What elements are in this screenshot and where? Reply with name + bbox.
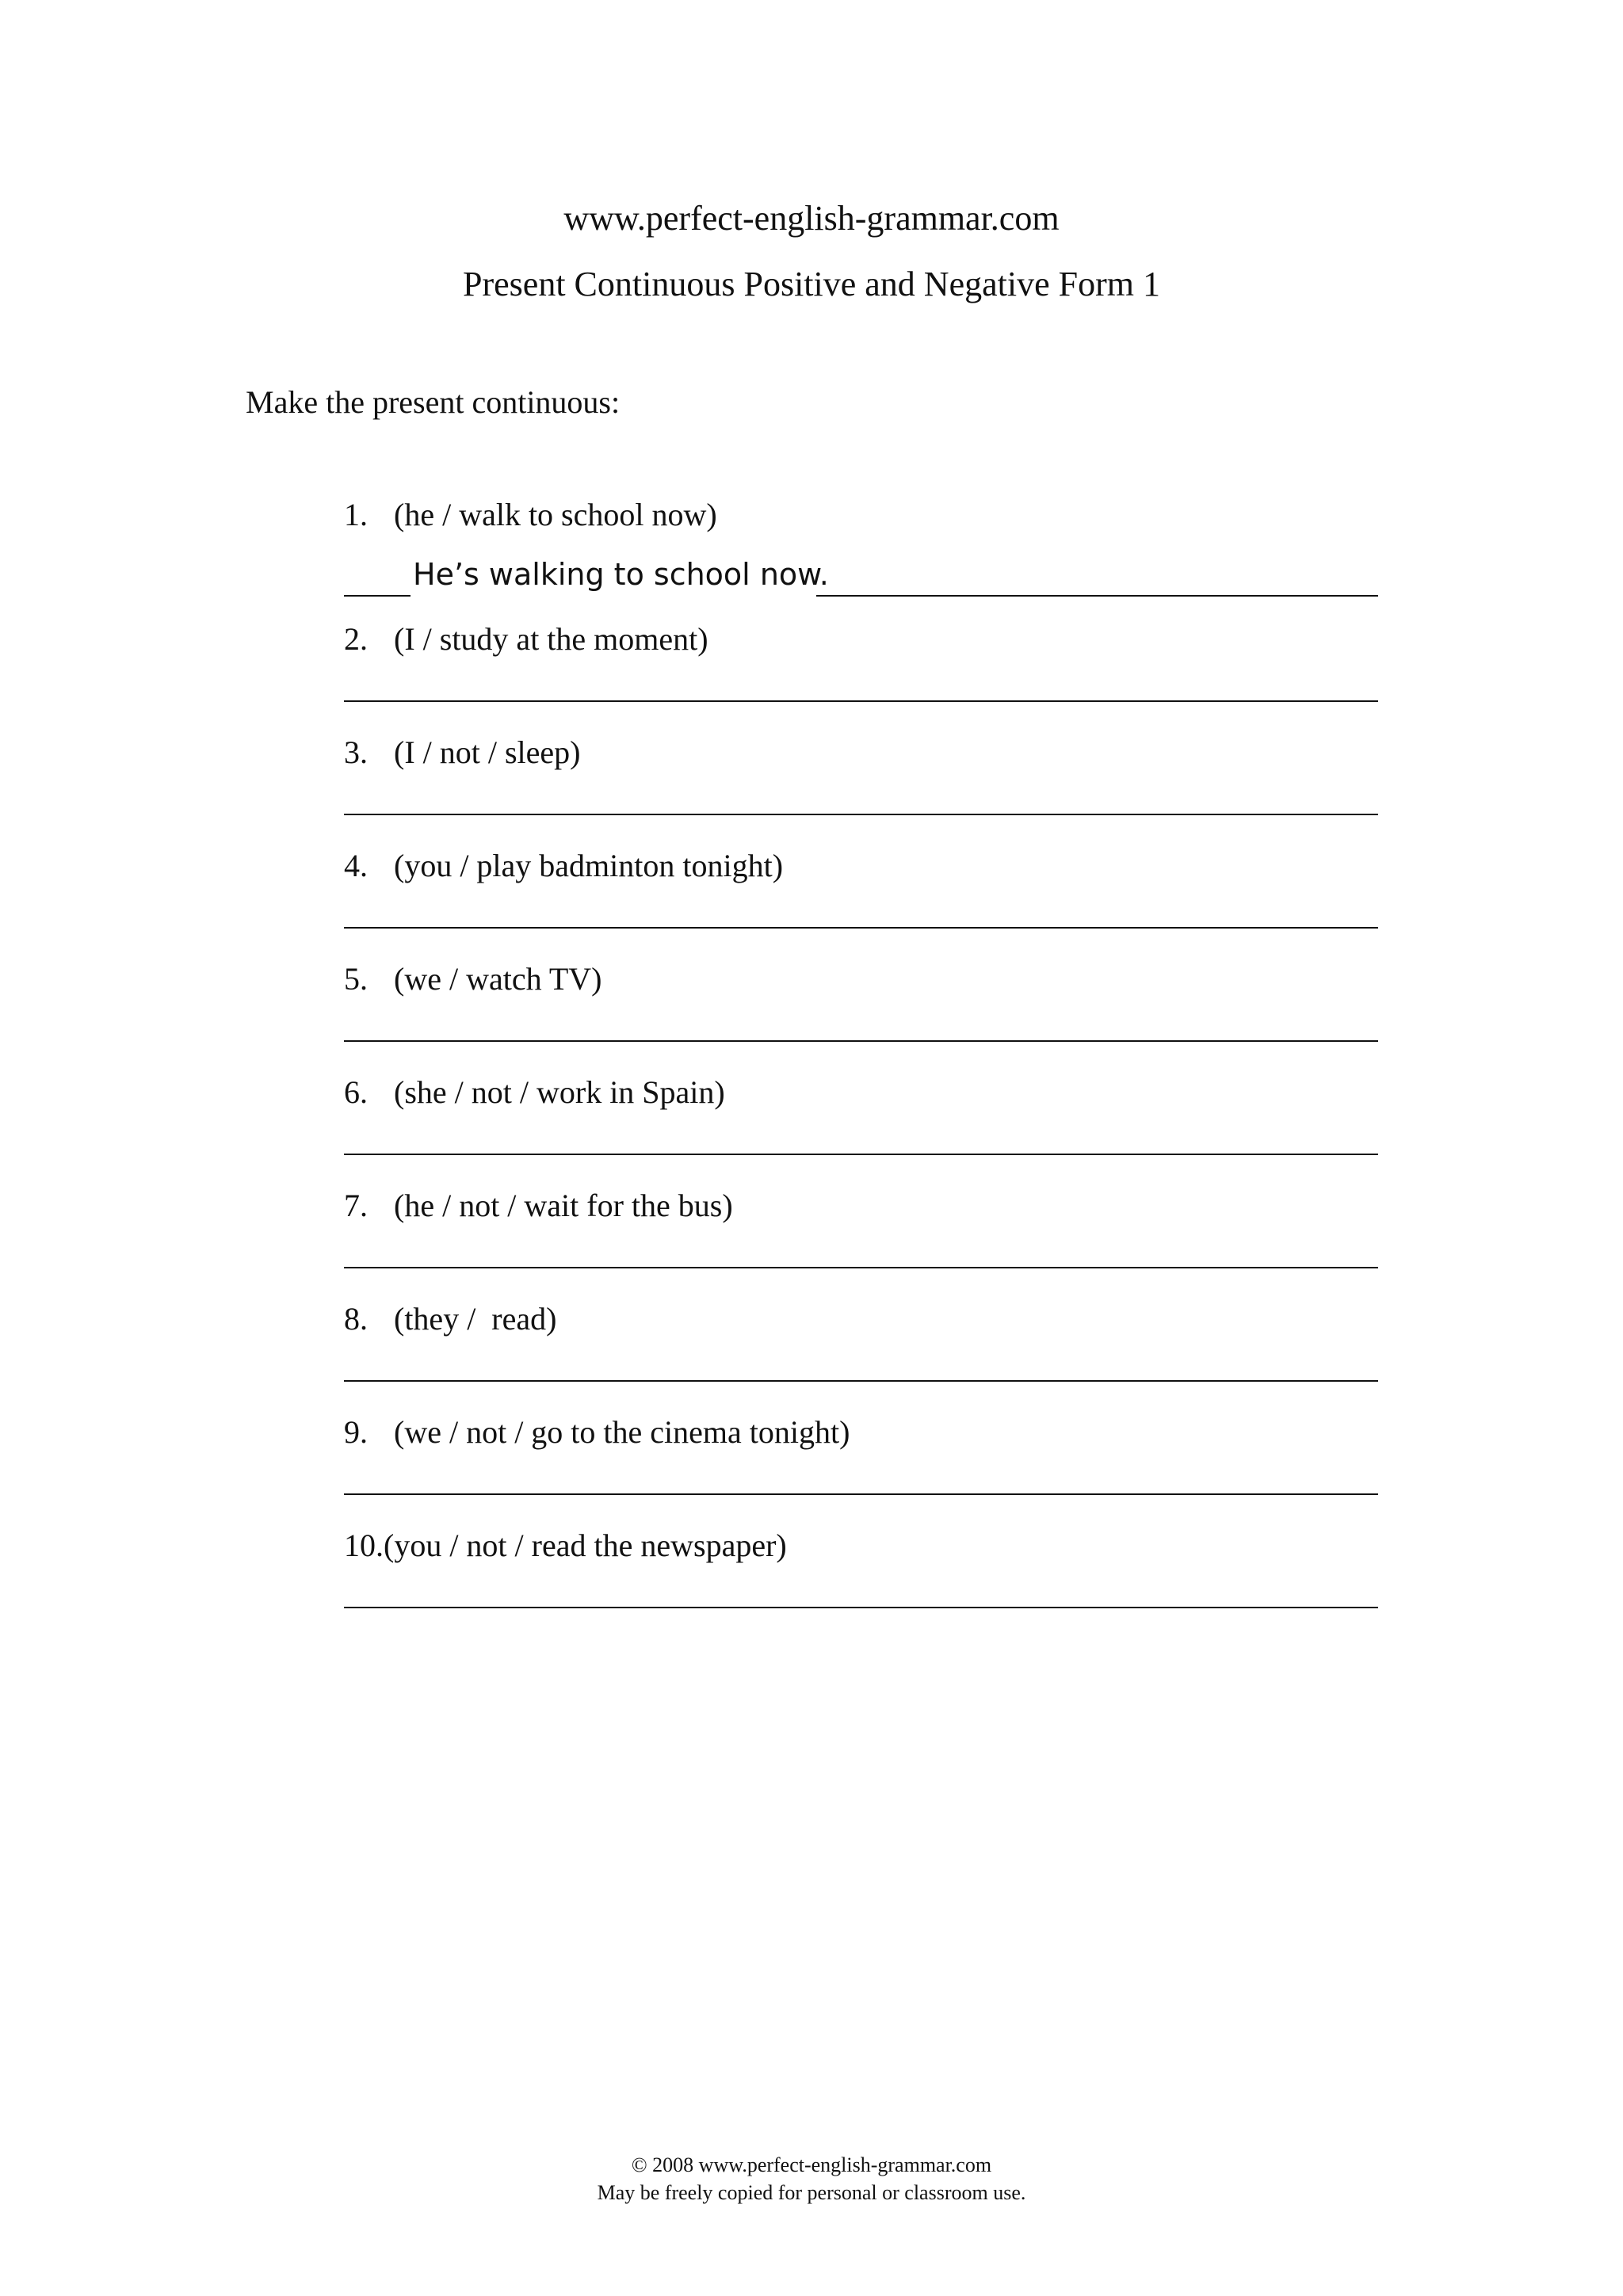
question-number: 2. <box>344 621 368 657</box>
footer-license: May be freely copied for personal or classroom use. <box>597 2181 1026 2204</box>
question-text: (she / not / work in Spain) <box>394 1074 725 1110</box>
question-5 <box>344 963 1378 1077</box>
answer-line[interactable] <box>344 1493 1378 1495</box>
question-text: (he / not / wait for the bus) <box>394 1188 733 1223</box>
question-number: 7. <box>344 1188 368 1223</box>
question-7 <box>344 1190 1378 1303</box>
question-number: 9. <box>344 1414 368 1450</box>
answer-line[interactable] <box>344 700 1378 702</box>
question-1 <box>344 499 1378 624</box>
question-6 <box>344 1074 1378 1190</box>
question-prompt <box>344 621 708 657</box>
question-number: 3. <box>344 734 368 770</box>
question-prompt <box>344 850 783 882</box>
answer-line[interactable] <box>344 1607 1378 1608</box>
answer-line[interactable] <box>344 1154 1378 1155</box>
answer-line[interactable] <box>344 814 1378 815</box>
question-prompt <box>344 734 581 770</box>
question-number: 8. <box>344 1301 368 1337</box>
question-text: (he / walk to school now) <box>394 497 717 532</box>
question-10 <box>344 1527 1378 1643</box>
question-prompt <box>344 963 602 995</box>
question-8 <box>344 1303 1378 1417</box>
question-prompt <box>344 1527 787 1563</box>
question-prompt <box>344 1190 733 1222</box>
question-prompt <box>344 1074 725 1110</box>
question-list <box>344 499 1378 1643</box>
question-2 <box>344 621 1378 737</box>
question-text: (they / read) <box>394 1301 557 1337</box>
question-text: (we / not / go to the cinema tonight) <box>394 1414 850 1450</box>
site-url: www.perfect-english-grammar.com <box>563 199 1060 238</box>
question-text: (you / play badminton tonight) <box>394 848 784 883</box>
footer-copyright: © 2008 www.perfect-english-grammar.com <box>631 2153 992 2176</box>
question-text: (I / study at the moment) <box>394 621 708 657</box>
question-prompt <box>344 499 717 531</box>
answer-line[interactable] <box>344 927 1378 929</box>
question-prompt <box>344 1303 556 1335</box>
answer-line[interactable] <box>344 1380 1378 1382</box>
answer-line-end <box>816 595 1378 597</box>
answer-line-start <box>344 595 411 597</box>
question-text: (we / watch TV) <box>394 961 602 997</box>
answer-line[interactable] <box>344 1267 1378 1268</box>
question-number: 5. <box>344 961 368 997</box>
answer-text: He’s walking to school now. <box>411 559 831 594</box>
instruction-text: Make the present continuous: <box>246 384 621 420</box>
question-9 <box>344 1414 1378 1530</box>
question-prompt <box>344 1414 850 1450</box>
page-title: Present Continuous Positive and Negative Form 1 <box>463 265 1160 303</box>
question-number: 6. <box>344 1074 368 1110</box>
question-text: (you / not / read the newspaper) <box>384 1527 787 1563</box>
question-4 <box>344 850 1378 963</box>
answer-line[interactable] <box>344 1040 1378 1042</box>
question-number: 1. <box>344 497 368 532</box>
question-text: (I / not / sleep) <box>394 734 581 770</box>
question-number: 10. <box>344 1527 384 1563</box>
question-3 <box>344 734 1378 850</box>
question-number: 4. <box>344 848 368 883</box>
